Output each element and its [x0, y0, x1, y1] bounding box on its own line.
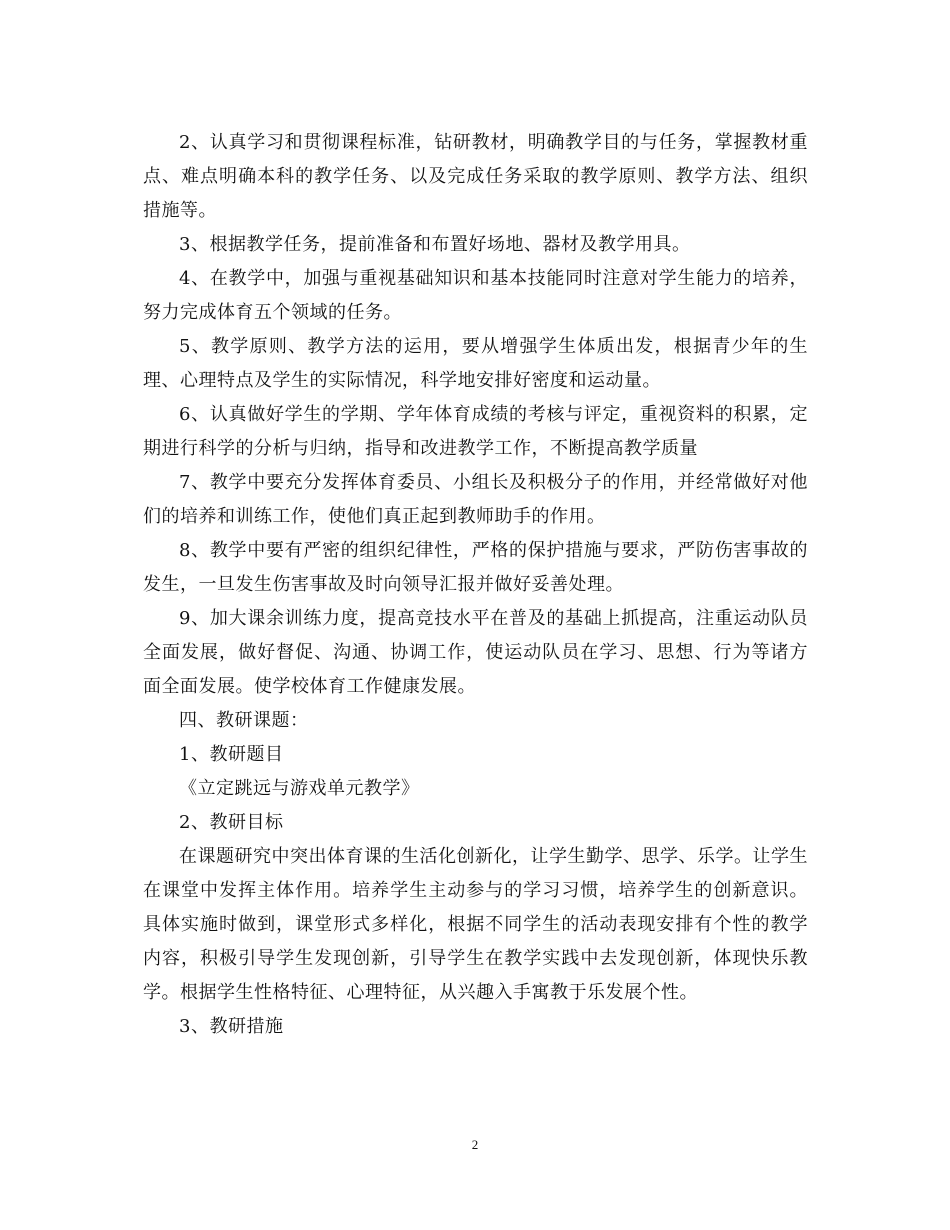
- paragraph-item-5: 5、教学原则、教学方法的运用，要从增强学生体质出发，根据青少年的生理、心理特点及学生的实际情况，科学地安排好密度和运动量。: [143, 336, 808, 391]
- section-heading-research-topic: 四、教研课题：: [179, 710, 309, 731]
- research-title-text: 《立定跳远与游戏单元教学》: [179, 778, 420, 799]
- subheading-research-goal: 2、教研目标: [179, 812, 284, 833]
- paragraph-item-6: 6、认真做好学生的学期、学年体育成绩的考核与评定，重视资料的积累，定期进行科学的分析与归纳，指导和改进教学工作，不断提高教学质量: [143, 404, 808, 459]
- paragraph-item-8: 8、教学中要有严密的组织纪律性，严格的保护措施与要求，严防伤害事故的发生，一旦发生伤害事故及时向领导汇报并做好妥善处理。: [143, 540, 808, 595]
- document-body: [143, 126, 808, 1044]
- paragraph-item-4: 4、在教学中，加强与重视基础知识和基本技能同时注意对学生能力的培养，努力完成体育五个领域的任务。: [143, 268, 808, 323]
- paragraph-item-3: 3、根据教学任务，提前准备和布置好场地、器材及教学用具。: [179, 234, 691, 255]
- page-number: 2: [471, 1137, 479, 1152]
- subheading-research-title: 1、教研题目: [179, 744, 284, 765]
- paragraph-item-9: 9、加大课余训练力度，提高竞技水平在普及的基础上抓提高，注重运动队员全面发展，做好督促、沟通、协调工作，使运动队员在学习、思想、行为等诸方面全面发展。使学校体育工作健康发展。: [143, 608, 808, 697]
- paragraph-item-2: 2、认真学习和贯彻课程标准，钻研教材，明确教学目的与任务，掌握教材重点、难点明确本科的教学任务、以及完成任务采取的教学原则、教学方法、组织措施等。: [143, 132, 808, 221]
- paragraph-item-7: 7、教学中要充分发挥体育委员、小组长及积极分子的作用，并经常做好对他们的培养和训练工作，使他们真正起到教师助手的作用。: [143, 472, 808, 527]
- research-goal-text: 在课题研究中突出体育课的生活化创新化，让学生勤学、思学、乐学。让学生在课堂中发挥主体作用。培养学生主动参与的学习习惯，培养学生的创新意识。具体实施时做到，课堂形式多样化，根据不同学生的活动表现安排有个性的教学内容，积极引导学生发现创新，引导学生在教学实践中去发现创新，体现快乐教学。根据学生性格特征、心理特征，从兴趣入手寓教于乐发展个性。: [143, 846, 808, 1003]
- subheading-research-measures: 3、教研措施: [179, 1016, 284, 1037]
